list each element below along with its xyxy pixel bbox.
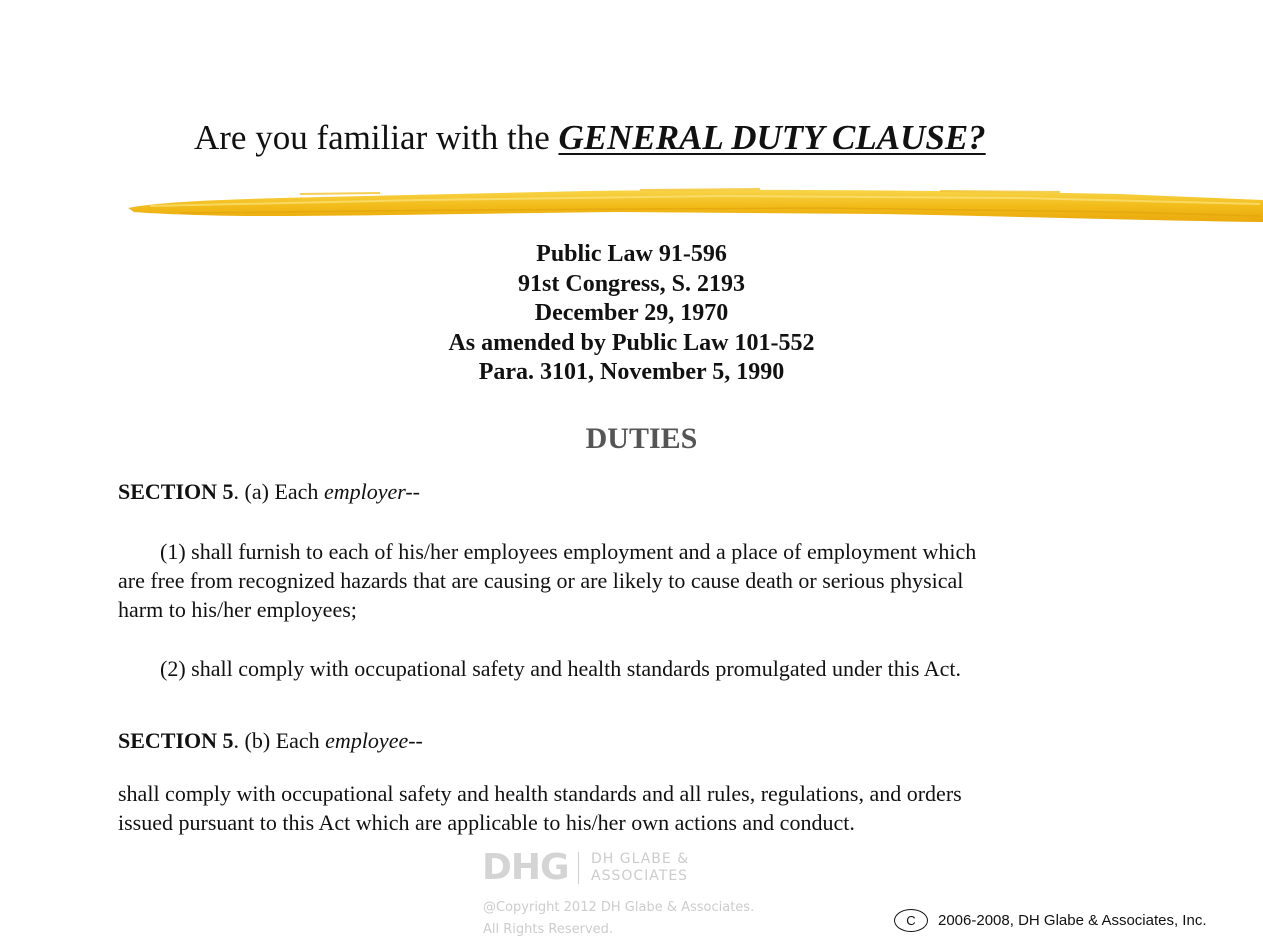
highlight-brush-stroke	[120, 180, 1263, 228]
body-line: issued pursuant to this Act which are applicable to his/her own actions and conduct.	[118, 810, 855, 835]
section-label: SECTION 5	[118, 479, 234, 504]
logo-name-line: DH GLABE &	[591, 851, 690, 867]
logo-company-name	[591, 851, 689, 885]
logo-mark: DHG	[482, 847, 569, 888]
section-5b-heading	[118, 726, 1118, 755]
section-dash: --	[408, 728, 423, 753]
slide-title	[194, 118, 986, 158]
body-line: shall comply with occupational safety and health standards and all rules, regulations, and orders	[118, 781, 962, 806]
citation-line: December 29, 1970	[534, 300, 729, 326]
citation-line: 91st Congress, S. 2193	[518, 270, 745, 297]
watermark-copyright-line: All Rights Reserved.	[483, 922, 614, 937]
item-line: are free from recognized hazards that are causing or are likely to cause death or serious physical	[118, 568, 964, 593]
duties-heading: DUTIES	[585, 422, 698, 455]
public-law-citation	[0, 240, 1263, 388]
section-5a-item-2	[118, 654, 1118, 683]
item-line: (1) shall furnish to each of his/her employees employment and a place of employment which	[160, 539, 977, 564]
citation-line: Public Law 91-596	[536, 241, 727, 267]
logo-name-line: ASSOCIATES	[591, 868, 689, 884]
section-5a-heading	[118, 477, 1118, 506]
logo-divider	[578, 852, 579, 884]
section-subject: employer	[323, 479, 406, 504]
item-line: (2) shall comply with occupational safety and health standards promulgated under this Act.	[160, 656, 961, 681]
section-5b-body	[118, 779, 1118, 837]
watermark-copyright-line: @Copyright 2012 DH Glabe & Associates.	[483, 900, 755, 915]
footer-copyright-text: 2006-2008, DH Glabe & Associates, Inc.	[938, 912, 1207, 929]
copyright-icon: C	[894, 909, 928, 932]
watermark-copyright	[483, 897, 754, 941]
title-emphasis: GENERAL DUTY CLAUSE?	[558, 118, 986, 157]
section-clause: . (b) Each	[233, 728, 326, 753]
citation-line: As amended by Public Law 101-552	[448, 329, 815, 356]
section-5a-item-1	[118, 537, 1118, 624]
item-line: harm to his/her employees;	[118, 597, 357, 622]
title-prefix: Are you familiar with the	[194, 118, 559, 157]
section-dash: --	[405, 479, 421, 504]
section-subject: employee	[325, 728, 409, 753]
company-logo-watermark	[482, 848, 782, 888]
section-label: SECTION 5	[118, 728, 234, 753]
citation-line: Para. 3101, November 5, 1990	[478, 359, 785, 385]
footer-copyright	[894, 909, 1206, 932]
section-clause: . (a) Each	[233, 479, 324, 504]
